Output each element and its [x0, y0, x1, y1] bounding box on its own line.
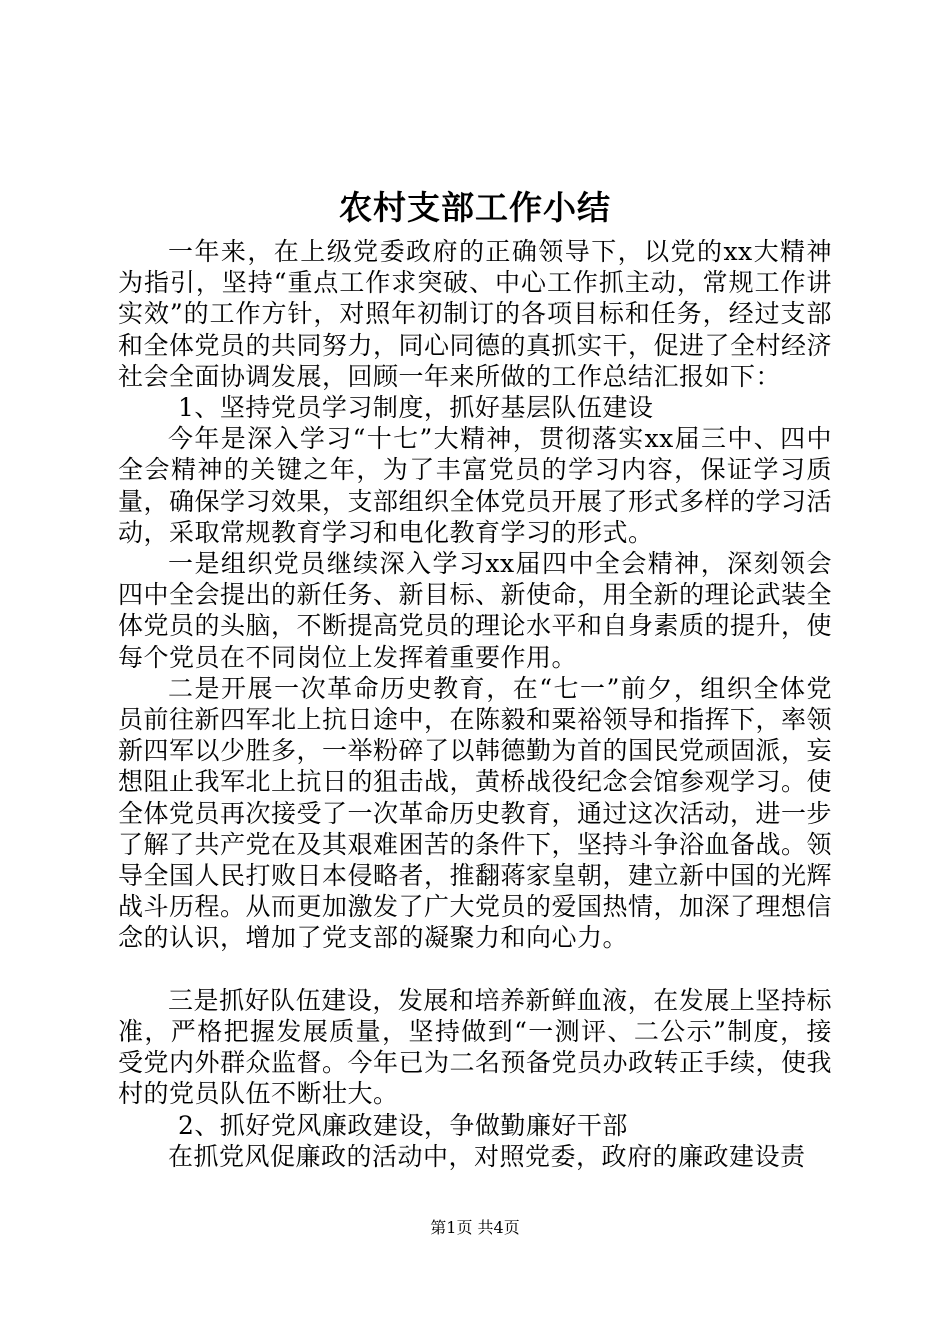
blank-line	[118, 954, 832, 985]
section-heading-2: 2、抓好党风廉政建设，争做勤廉好干部	[178, 1110, 628, 1140]
document-title: 农村支部工作小结	[339, 188, 611, 227]
study-paragraph: 今年是深入学习“十七”大精神，贯彻落实xx届三中、四中全会精神的关键之年，为了丰富党员的学习内容，保证学习质量，确保学习效果，支部组织全体党员开展了形式多样的学习活动，采取常规教育学习和电化教育学习的形式。	[118, 424, 833, 547]
page-number-footer: 第1页 共4页	[430, 1218, 520, 1237]
item-three-paragraph: 三是抓好队伍建设，发展和培养新鲜血液，在发展上坚持标准，严格把握发展质量，坚持做到“一测评、二公示”制度，接受党内外群众监督。今年已为二名预备党员办政转正手续，使我村的党员队伍不断壮大。	[118, 985, 833, 1109]
integrity-paragraph: 在抓党风促廉政的活动中，对照党委，政府的廉政建设责	[168, 1141, 806, 1171]
item-one-paragraph: 一是组织党员继续深入学习xx届四中全会精神，深刻领会四中全会提出的新任务、新目标、新使命，用全新的理论武装全体党员的头脑，不断提高党员的理论水平和自身素质的提升，使每个党员在不同岗位上发挥着重要作用。	[118, 549, 833, 672]
section-heading-1: 1、坚持党员学习制度，抓好基层队伍建设	[178, 393, 654, 423]
document-body	[118, 236, 832, 1172]
intro-paragraph: 一年来，在上级党委政府的正确领导下，以党的xx大精神为指引，坚持“重点工作求突破、中心工作抓主动，常规工作讲实效”的工作方针，对照年初制订的各项目标和任务，经过支部和全体党员的共同努力，同心同德的真抓实干，促进了全村经济社会全面协调发展，回顾一年来所做的工作总结汇报如下：	[118, 237, 833, 391]
item-two-paragraph: 二是开展一次革命历史教育，在“七一”前夕，组织全体党员前往新四军北上抗日途中，在陈毅和粟裕领导和指挥下，率领新四军以少胜多，一举粉碎了以韩德勤为首的国民党顽固派，妄想阻止我军北上抗日的狙击战，黄桥战役纪念会馆参观学习。使全体党员再次接受了一次革命历史教育，通过这次活动，进一步了解了共产党在及其艰难困苦的条件下，坚持斗争浴血备战。领导全国人民打败日本侵略者，推翻蒋家皇朝，建立新中国的光辉战斗历程。从而更加激发了广大党员的爱国热情，加深了理想信念的认识，增加了党支部的凝聚力和向心力。	[118, 673, 833, 953]
